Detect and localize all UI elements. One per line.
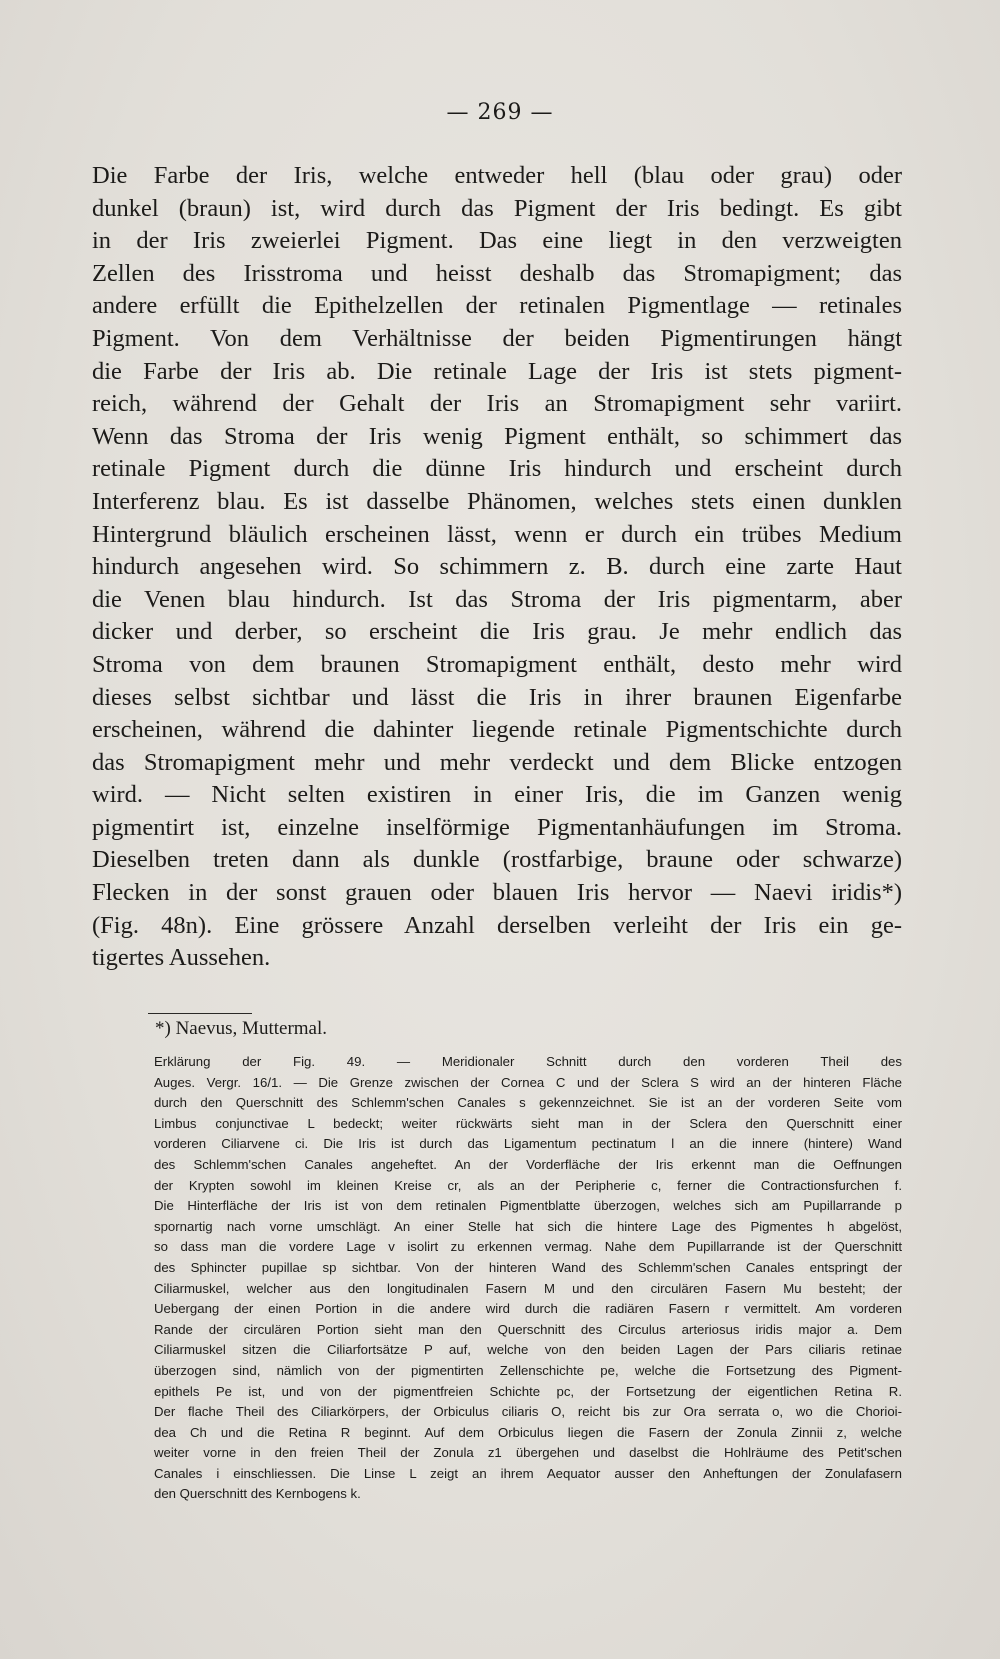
caption-line: spornartig nach vorne umschlägt. An einer Stelle hat sich die hintere Lage des Pigmentes h abgelöst, [154,1218,902,1234]
text-line: dunkel (braun) ist, wird durch das Pigment der Iris bedingt. Es gibt [92,194,902,222]
text-line: Pigment. Von dem Verhältnisse der beiden Pigmentirungen hängt [92,324,902,352]
figure-caption [154,1052,902,1505]
caption-line: epithels Pe ist, und von der pigmentfreien Schichte pc, der Fortsetzung der eigentlichen Retina R. [154,1383,902,1399]
text-line: erscheinen, während die dahinter liegende retinale Pigmentschichte durch [92,716,902,744]
text-line: das Stromapigment mehr und mehr verdeckt und dem Blicke entzogen [92,748,902,776]
caption-line: Ciliarmuskel sitzen die Ciliarfortsätze P auf, welche von den beiden Lagen der Pars ciliaris retinae [154,1342,902,1358]
text-line: pigmentirt ist, einzelne inselförmige Pigmentanhäufungen im Stroma. [92,813,902,841]
text-line: wird. — Nicht selten existiren in einer Iris, die im Ganzen wenig [92,781,902,809]
caption-line: Ciliarmuskel, welcher aus den longitudinalen Fasern M und den circulären Fasern Mu besteht; der [154,1280,902,1296]
text-line: Stroma von dem braunen Stromapigment enthält, desto mehr wird [92,650,902,678]
text-line: andere erfüllt die Epithelzellen der retinalen Pigmentlage — retinales [92,292,902,320]
text-line: Wenn das Stroma der Iris wenig Pigment enthält, so schimmert das [92,422,902,450]
caption-line: Der flache Theil des Ciliarkörpers, der Orbiculus ciliaris O, reicht bis zur Ora serrata o, wo die Chorioi- [154,1404,902,1420]
caption-line: Limbus conjunctivae L bedeckt; weiter rückwärts sieht man in der Sclera den Querschnitt einer [154,1115,902,1131]
caption-line: Die Hinterfläche der Iris ist von dem retinalen Pigmentblatte überzogen, welches sich am Pupillarrande p [154,1198,902,1214]
text-line: Hintergrund bläulich erscheinen lässt, wenn er durch ein trübes Medium [92,520,902,548]
caption-line: des Schlemm'schen Canales angeheftet. An der Vorderfläche der Iris erkennt man die Oeffnungen [154,1156,902,1172]
text-line: dicker und derber, so erscheint die Iris grau. Je mehr endlich das [92,618,902,646]
caption-line: Erklärung der Fig. 49. — Meridionaler Schnitt durch den vorderen Theil des [154,1054,902,1069]
caption-line: Rande der circulären Portion sieht man den Querschnitt des Circulus arteriosus iridis major a. Dem [154,1321,902,1337]
text-line: die Farbe der Iris ab. Die retinale Lage der Iris ist stets pigment- [92,357,902,385]
caption-line: Canales i einschliessen. Die Linse L zeigt an ihrem Aequator ausser den Anheftungen der Zonulafasern [154,1465,902,1481]
caption-line: Auges. Vergr. 16/1. — Die Grenze zwischen der Cornea C und der Sclera S wird an der hinteren Fläche [154,1074,902,1090]
text-line: tigertes Aussehen. [92,944,271,972]
footnote: *) Naevus, Muttermal. [155,1018,328,1039]
caption-line: weiter vorne in den freien Theil der Zonula z1 übergehen und daselbst die Hohlräume des Petit'schen [154,1445,902,1461]
text-line: Die Farbe der Iris, welche entweder hell (blau oder grau) oder [92,162,902,189]
text-line: (Fig. 48n). Eine grössere Anzahl derselben verleiht der Iris ein ge- [92,911,902,939]
text-line: retinale Pigment durch die dünne Iris hindurch und erscheint durch [92,455,902,483]
caption-line: durch den Querschnitt des Schlemm'schen Canales s gekennzeichnet. Sie ist an der vorderen Seite vom [154,1095,902,1111]
text-line: Interferenz blau. Es ist dasselbe Phänomen, welches stets einen dunklen [92,487,902,515]
main-text [92,160,902,975]
caption-line: der Krypten sowohl im kleinen Kreise cr, als an der Peripherie c, ferner die Contractionsfurchen f. [154,1177,902,1193]
page-number: — 269 — [446,100,554,125]
caption-line: vorderen Ciliarvene ci. Die Iris ist durch das Ligamentum pectinatum l an die innere (hintere) Wand [154,1136,902,1152]
text-line: Zellen des Irisstroma und heisst deshalb das Stromapigment; das [92,259,902,287]
text-line: die Venen blau hindurch. Ist das Stroma der Iris pigmentarm, aber [92,585,902,613]
footnote-separator [148,1013,252,1014]
text-line: dieses selbst sichtbar und lässt die Iris in ihrer braunen Eigenfarbe [92,683,902,711]
caption-line: dea Ch und die Retina R beginnt. Auf dem Orbiculus liegen die Fasern der Zonula Zinnii z, welche [154,1424,902,1440]
text-line: Dieselben treten dann als dunkle (rostfarbige, braune oder schwarze) [92,846,902,874]
caption-line: so dass man die vordere Lage v isolirt zu erkennen vermag. Nahe dem Pupillarrande ist der Querschnitt [154,1239,902,1255]
caption-line: Uebergang der einen Portion in die andere wird durch die radiären Fasern r vermittelt. Am vorderen [154,1301,902,1317]
text-line: Flecken in der sonst grauen oder blauen Iris hervor — Naevi iridis*) [92,879,902,907]
caption-line: den Querschnitt des Kernbogens k. [154,1486,361,1502]
text-line: in der Iris zweierlei Pigment. Das eine liegt in den verzweigten [92,227,902,255]
text-line: reich, während der Gehalt der Iris an Stromapigment sehr variirt. [92,390,902,418]
caption-line: überzogen sind, nämlich von der pigmentirten Zellenschichte pe, welche die Fortsetzung des Pigment- [154,1362,902,1378]
text-line: hindurch angesehen wird. So schimmern z. B. durch eine zarte Haut [92,553,902,581]
caption-line: des Sphincter pupillae sp sichtbar. Von der hinteren Wand des Schlemm'schen Canales entspringt der [154,1259,902,1275]
